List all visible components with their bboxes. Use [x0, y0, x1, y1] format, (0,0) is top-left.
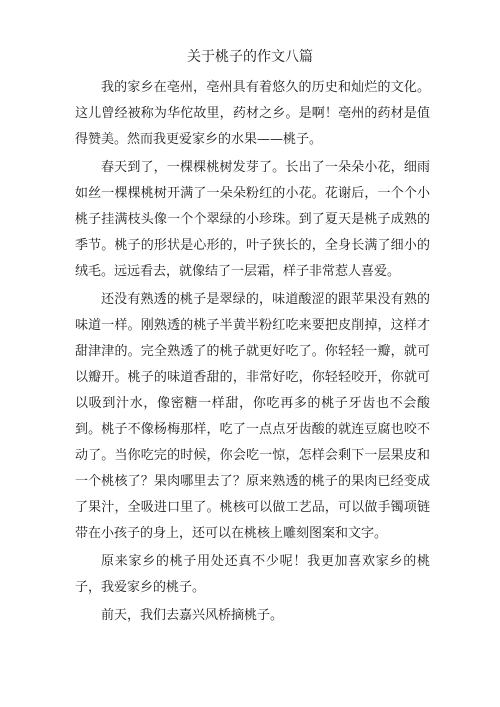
document-body — [75, 75, 430, 631]
paragraph-4: 原来家乡的桃子用处还真不少呢！我更加喜欢家乡的桃子，我爱家乡的桃子。 — [75, 554, 430, 595]
paragraph-2: 春天到了，一棵棵桃树发芽了。长出了一朵朵小花，细雨如丝一棵棵桃树开满了一朵朵粉红的小花。花谢后，一个个小桃子挂满枝头像一个个翠绿的小珍珠。到了夏天是桃子成熟的季节。桃子的形状是心形的，叶子狭长的，全身长满了细小的绒毛。远远看去，就像结了一层霜，样子非常惹人喜爱。 — [75, 160, 430, 279]
paragraph-1: 我的家乡在亳州，亳州具有着悠久的历史和灿烂的文化。这儿曾经被称为华佗故里，药材之乡。是啊！亳州的药材是值得赞美。然而我更爱家乡的水果——桃子。 — [75, 80, 430, 147]
paragraph-5: 前天，我们去嘉兴风桥摘桃子。 — [101, 608, 284, 623]
paragraph-3: 还没有熟透的桃子是翠绿的，味道酸涩的跟苹果没有熟的味道一样。刚熟透的桃子半黄半粉红吃来要把皮削掉，这样才甜津津的。完全熟透了的桃子就更好吃了。你轻轻一瓣，就可以瓣开。桃子的味道香甜的，非常好吃，你轻轻咬开，你就可以吸到汁水，像密糖一样甜，你吃再多的桃子牙齿也不会酸到。桃子不像杨梅那样，吃了一点点牙齿酸的就连豆腐也咬不动了。当你吃完的时候，你会吃一惊，怎样会剩下一层果皮和一个桃核了？果肉哪里去了？原来熟透的桃子的果肉已经变成了果汁，全吸进口里了。桃核可以做工艺品，可以做手镯项链带在小孩子的身上，还可以在桃核上雕刻图案和文字。 — [75, 292, 430, 541]
document-title: 关于桃子的作文八篇 — [187, 49, 313, 65]
